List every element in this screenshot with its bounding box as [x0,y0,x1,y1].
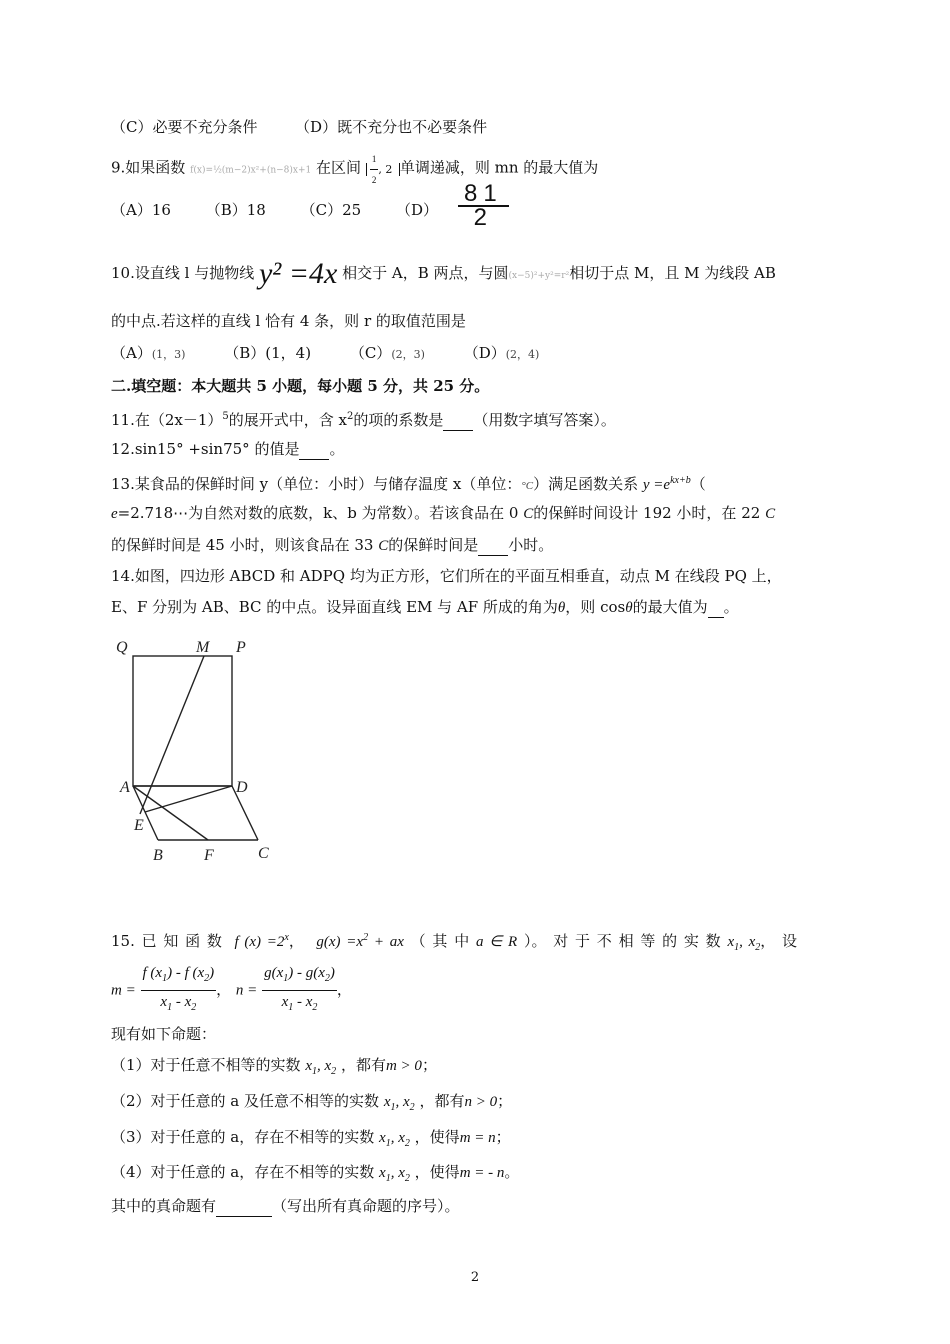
q15-x1x2: $x_1$, $x_2$ [727,934,761,953]
m-fraction: $\frac{f (x_1) - f (x_2)}{x_1 - x_2}$ [141,962,217,1019]
q13-line2 [111,503,775,524]
label-m: M [196,639,210,656]
q9-option-d-fraction [458,180,509,231]
q15-a-in-r: a ∈ R [475,934,518,950]
q10-options [111,343,539,365]
q15-end [111,1196,460,1217]
q13-text-2d: 的保鲜时间设计 192 小时，在 22 [533,504,761,522]
q13-text-3c: 的保鲜时间是 [388,536,479,554]
q8-options [111,117,487,137]
geometry-figure [110,630,290,870]
q10-option-d-value: (2，4) [505,348,540,361]
segment-ed [145,786,232,812]
q14-blank [708,597,724,618]
q13-function: $y =e^{kx+b}$ [642,475,691,493]
q15-prop-4: （4）对于任意的 a，存在不相等的实数 $x_1$, $x_2$ ，使得m = - n。 [111,1163,520,1184]
q13-text-1b: ）满足函数关系 [533,475,639,493]
q13-e: e [111,506,118,522]
q12 [111,439,344,460]
q13-unit: °C [521,480,534,492]
interval-num: 1 [370,149,379,170]
q15-prop-1: （1）对于任意不相等的实数 $x_1$, $x_2$ ，都有m > 0； [111,1056,437,1077]
q10-stem-text-2: 相交于 A，B 两点，与圆 [342,264,509,282]
q8-option-c: （C）必要不充分条件 [111,118,258,136]
q12-text: 12.sin15° +sin75° 的值是 [111,440,300,458]
q10-option-b-value: (1，4) [265,344,312,362]
q15-intro: 现有如下命题： [111,1025,217,1043]
q13-text-3: 的保鲜时间是 45 小时，则该食品在 33 [111,536,374,554]
m-symbol: m = [111,982,136,999]
p1-vars: $x_1$, $x_2$ [305,1058,337,1077]
p2-text: （2）对于任意的 a 及任意不相等的实数 [111,1092,380,1110]
q9-stem-text: 9.如果函数 [111,158,186,177]
p4-vars: $x_1$, $x_2$ [379,1165,410,1184]
q13-line3 [111,535,553,556]
p2-cond: n > 0 [464,1094,498,1110]
q9-options [111,200,438,220]
q15-text-2: （ 其 中 [410,932,470,950]
p3-cond: m = n [459,1130,496,1146]
q10-stem-text: 10.设直线 l 与抛物线 [111,264,255,282]
q15-blank [216,1196,272,1217]
q11-text-3: 的项的系数是 [353,411,444,429]
q15-line1 [111,928,797,958]
q9-stem-text-3: 单调递减，则 mn 的最大值为 [399,158,599,177]
q8-option-d: （D）既不充分也不必要条件 [295,118,488,136]
label-a: A [120,779,130,796]
q15-end-text-2: （写出所有真命题的序号）。 [272,1197,460,1215]
p1-text-2: ，都有 [340,1056,386,1074]
circle-formula: (x−5)²+y²=r² [508,271,570,281]
q13-text-2: =2.718⋯为自然对数的底数，k、b 为常数）。若该食品在 0 [117,504,519,522]
q14-theta: θ [557,600,566,616]
q14-text-2: ，则 cos [565,598,626,616]
q15-m-n-def: m = $\frac{f (x_1) - f (x_2)}{x_1 - x_2}$ ， n = $\frac{g(x_1) - g(x_2)}{x_1 - x_2}$ ， [111,962,352,1019]
q13-unit-4: C [378,538,389,554]
q14-text: E、F 分别为 AB、BC 的中点。设异面直线 EM 与 AF 所成的角为 [111,598,558,616]
p4-text: （4）对于任意的 a，存在不相等的实数 [111,1163,375,1181]
p3-vars: $x_1$, $x_2$ [379,1130,410,1149]
q11-exp-2: 2 [347,411,354,422]
q9-option-a: （A）16 [111,201,171,219]
q10-option-b: （B） [224,344,266,362]
label-e: E [134,817,144,834]
q14-text-4: 。 [723,598,739,616]
q9-stem-text-2: 在区间 [316,158,362,177]
q9-function-formula: f(x)=½(m−2)x²+(n−8)x+1 [190,165,312,176]
q11-text: 11.在（2x－1） [111,411,223,429]
q15-text: 15. 已 知 函 数 [111,932,222,950]
q11-blank [443,410,473,431]
q14-line1: 14.如图，四边形 ABCD 和 ADPQ 均为正方形，它们所在的平面互相垂直，动点 M 在线段 PQ 上， [111,567,782,585]
q9-option-b: （B）18 [205,201,266,219]
label-q: Q [116,639,128,656]
q10-option-c: （C） [349,344,392,362]
p2-vars: $x_1$, $x_2$ [383,1094,415,1113]
q15-f-def: f $(x) =2^x$ [228,932,289,950]
frac-81: 81 [458,183,509,207]
segment-af [133,786,208,840]
q10-stem [111,257,776,290]
q15-prop-2: （2）对于任意的 a 及任意不相等的实数 $x_1$, $x_2$ ，都有n > 0； [111,1092,513,1113]
p3-text-2: ，使得 [414,1128,460,1146]
q10-option-a: （A） [111,344,152,362]
q15-prop-3: （3）对于任意的 a，存在不相等的实数 $x_1$, $x_2$ ，使得m = n； [111,1128,511,1149]
p1-text: （1）对于任意不相等的实数 [111,1056,301,1074]
q15-g-def: $g(x) =x^2$ + ax [310,932,404,950]
q10-option-c-value: (2，3) [391,348,425,361]
n-fraction: $\frac{g(x_1) - g(x_2)}{x_1 - x_2}$ [262,962,337,1019]
q15-end-text: 其中的真命题有 [111,1197,217,1215]
q9-option-c: （C）25 [300,201,362,219]
q13-unit-2: C [523,506,534,522]
p4-cond: m = - n [459,1165,505,1181]
q14-line2 [111,597,739,618]
q10-line2: 的中点.若这样的直线 l 恰有 4 条，则 r 的取值范围是 [111,312,466,330]
q15-comma: ， [288,932,304,950]
frac-2: 2 [473,204,494,231]
label-b: B [153,847,163,864]
q10-option-a-value: (1，3) [151,348,186,361]
q15-text-3: ）。 对 于 不 相 等 的 实 数 [524,932,721,950]
p2-text-2: ，都有 [419,1092,465,1110]
square-adpq [133,656,232,786]
q9-option-d: （D） [395,201,438,219]
q11-text-2: 的展开式中，含 x [228,411,348,429]
q13-text: 13.某食品的保鲜时间 y（单位：小时）与储存温度 x（单位： [111,475,522,493]
label-f: F [204,847,214,864]
q11 [111,407,616,431]
q13-unit-3: C [765,506,776,522]
q9-interval: $\frac{1}{2}$ , 2 [366,163,400,176]
section-2-heading: 二.填空题：本大题共 5 小题，每小题 5 分，共 25 分。 [111,377,490,395]
q12-text-2: 。 [329,440,345,458]
p1-cond: m > 0 [385,1058,422,1074]
q15-text-4: ， 设 [760,932,798,950]
interval-right: 2 [385,162,393,176]
n-symbol: n = [235,982,258,999]
p3-text: （3）对于任意的 a，存在不相等的实数 [111,1128,375,1146]
q12-blank [299,439,329,460]
q10-option-d: （D） [463,344,506,362]
q13-text-3d: 小时。 [508,536,554,554]
q11-text-4: （用数字填写答案）。 [473,411,616,429]
parabola-equation: y² =4x [258,257,338,290]
q13-line1: 13.某食品的保鲜时间 y（单位：小时）与储存温度 x（单位：°C）满足函数关系 $y =e^{kx+b}$（ [111,475,706,493]
q13-blank [478,535,508,556]
q10-stem-text-3: 相切于点 M，且 M 为线段 AB [569,264,776,282]
q11-exp: 5 [222,411,229,422]
label-p: P [236,639,246,656]
p4-text-2: ，使得 [414,1163,460,1181]
q14-theta-2: θ [625,600,633,616]
label-c: C [258,845,269,862]
label-d: D [236,779,248,796]
q14-text-3: 的最大值为 [632,598,708,616]
segment-em [140,656,204,814]
q9-stem [111,149,598,190]
interval-den: 2 [371,175,377,185]
page-number: 2 [470,1270,480,1285]
